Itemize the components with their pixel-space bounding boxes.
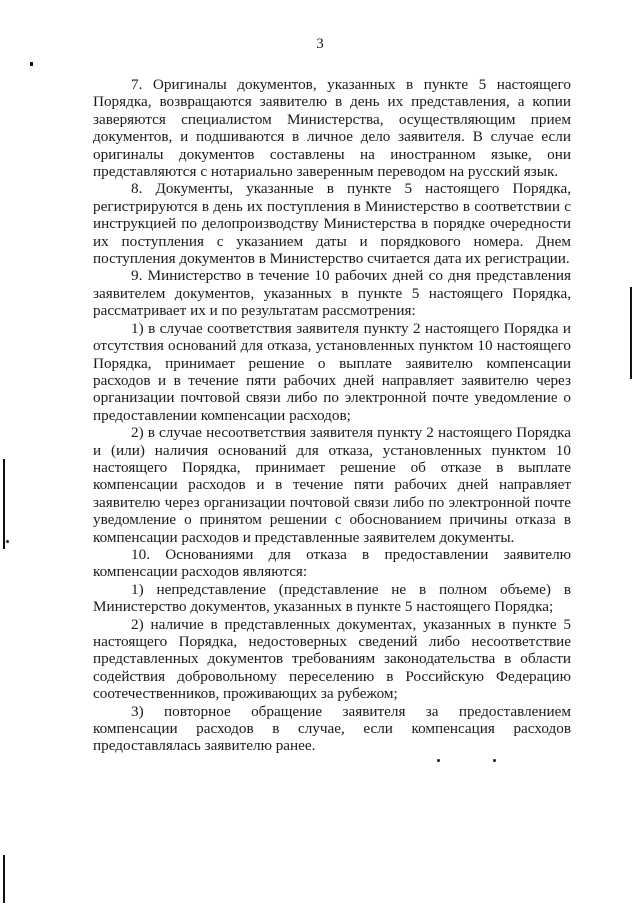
paragraph-10-item-1: 1) непредставление (представление не в полном объеме) в Министерство документов, указанных в пункте 5 настоящего Порядка; <box>93 580 571 616</box>
scan-edge-mark-left-middle <box>3 459 5 549</box>
paragraph-9-item-2: 2) в случае несоответствия заявителя пункту 2 настоящего Порядка и (или) наличия оснований для отказа, установленных пунктом 10 настоящего Порядка, принимает решение об отказе в выплате компенсации расходов и в течение пяти рабочих дней направляет заявителю через организации почтовой связи либо по электронной почте уведомление о принятом решении с обоснованием причины отказа в компенсации расходов и представленные заявителем документы. <box>93 424 571 546</box>
paragraph-10-grounds: 10. Основаниями для отказа в предоставлении заявителю компенсации расходов являются: <box>93 545 571 581</box>
scan-edge-mark-left-bottom <box>3 855 5 903</box>
scan-edge-mark-right <box>630 287 632 379</box>
scan-speck <box>493 759 496 762</box>
paragraph-10-item-3: 3) повторное обращение заявителя за предоставлением компенсации расходов в случае, если компенсация расходов предоставлялась заявителю ранее. <box>93 702 571 755</box>
paragraph-7-originals: 7. Оригиналы документов, указанных в пункте 5 настоящего Порядка, возвращаются заявителю в день их представления, а копии заверяются специалистом Министерства, осуществляющим прием документов, и подшиваются в личное дело заявителя. В случае если оригиналы документов составлены на иностранном языке, они представляются с нотариально заверенным переводом на русский язык. <box>93 76 571 181</box>
paragraph-8-registration: 8. Документы, указанные в пункте 5 настоящего Порядка, регистрируются в день их поступления в Министерство в соответствии с инструкцией по делопроизводству Министерства в порядке очередности их поступления с указанием даты и порядкового номера. Днем поступления документов в Министерство считается дата их регистрации. <box>93 180 571 268</box>
scan-edge-mark-top-left <box>30 62 33 66</box>
page-number: 3 <box>316 36 324 52</box>
paragraph-9-review: 9. Министерство в течение 10 рабочих дней со дня представления заявителем документов, указанных в пункте 5 настоящего Порядка, рассматривает их и по результатам рассмотрения: <box>93 267 571 320</box>
document-body <box>93 76 571 755</box>
scan-speck <box>437 759 440 762</box>
paragraph-10-item-2: 2) наличие в представленных документах, указанных в пункте 5 настоящего Порядка, недостоверных сведений либо несоответствие представленных документов требованиям законодательства в области содействия добровольному переселению в Российскую Федерацию соотечественников, проживающих за рубежом; <box>93 615 571 703</box>
paragraph-9-item-1: 1) в случае соответствия заявителя пункту 2 настоящего Порядка и отсутствия оснований для отказа, установленных пунктом 10 настоящего Порядка, принимает решение о выплате заявителю компенсации расходов и в течение пяти рабочих дней направляет заявителю через организации почтовой связи либо по электронной почте уведомление о предоставлении компенсации расходов; <box>93 319 571 424</box>
scan-speck <box>6 540 9 543</box>
